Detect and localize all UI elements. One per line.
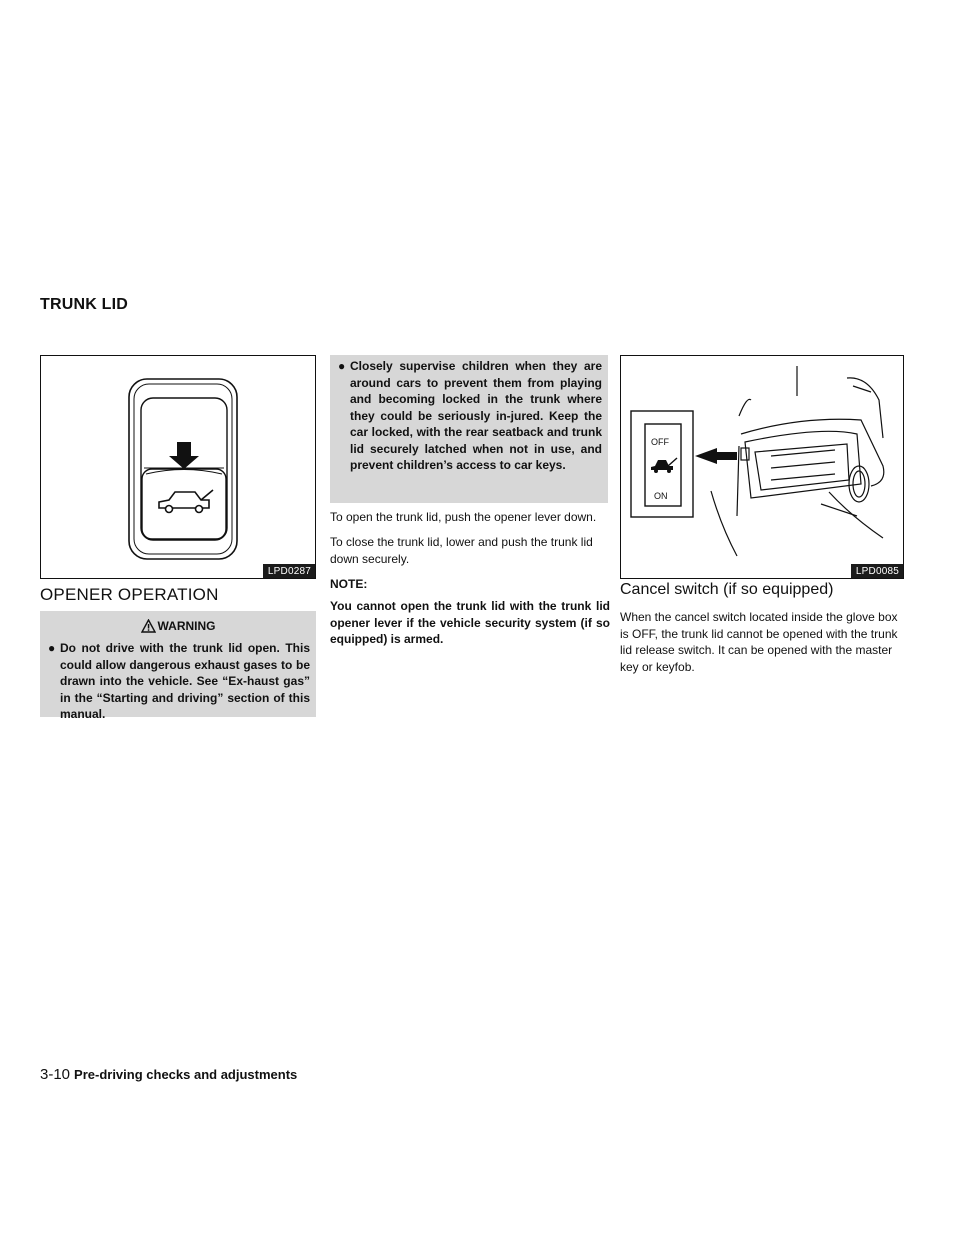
bullet-icon: ● [338,359,346,373]
page-number: 3-10 [40,1066,71,1083]
page-footer [40,1066,297,1083]
open-instruction: To open the trunk lid, push the opener lever down. [330,510,597,524]
trunk-icon [651,458,677,473]
warning-triangle-icon [141,619,156,633]
children-warning-box [330,355,608,503]
cancel-switch-text: When the cancel switch located inside the glove box is OFF, the trunk lid cannot be opened with the trunk lid release switch. It can be opened with the master key or keyfob. [620,610,898,674]
bullet-icon: ● [48,641,56,655]
section-title: TRUNK LID [40,296,129,313]
figure-label-right: LPD0085 [851,564,903,578]
trunk-open-icon [159,490,213,513]
warning-title-text: WARNING [157,619,216,633]
warning-box [40,611,316,721]
warning-bullet-text: Do not drive with the trunk lid open. This could allow dangerous exhaust gases to be drawn into the vehicle. See “Ex-haust gas” in the “Starting and driving” section of this manual. [60,641,310,721]
warning-title [40,619,316,633]
warning-bullet-exhaust [48,640,310,723]
opener-lever-figure [40,355,316,579]
opener-operation-heading: OPENER OPERATION [40,585,219,604]
footer-section-name: Pre-driving checks and adjustments [74,1067,298,1082]
cancel-switch-heading: Cancel switch (if so equipped) [620,581,834,598]
switch-off-label: OFF [651,437,669,447]
note-text: You cannot open the trunk lid with the trunk lid opener lever if the vehicle security system (if so equipped) is armed. [330,599,610,646]
children-warning-text: Closely supervise children when they are around cars to prevent them from playing and becoming locked in the trunk where they could be seriously in-jured. Keep the car locked, with the rear seatback and trunk lid securely latched when not in use, and prevent children’s access to car keys. [350,359,602,472]
note-label: NOTE: [330,577,368,591]
cancel-switch-figure [620,355,904,579]
close-instruction: To close the trunk lid, lower and push the trunk lid down securely. [330,535,593,566]
warning-bullet-children [338,358,602,474]
figure-label-left: LPD0287 [263,564,315,578]
glove-box-illustration [621,356,903,578]
opener-lever-illustration [41,356,315,578]
switch-on-label: ON [654,491,668,501]
